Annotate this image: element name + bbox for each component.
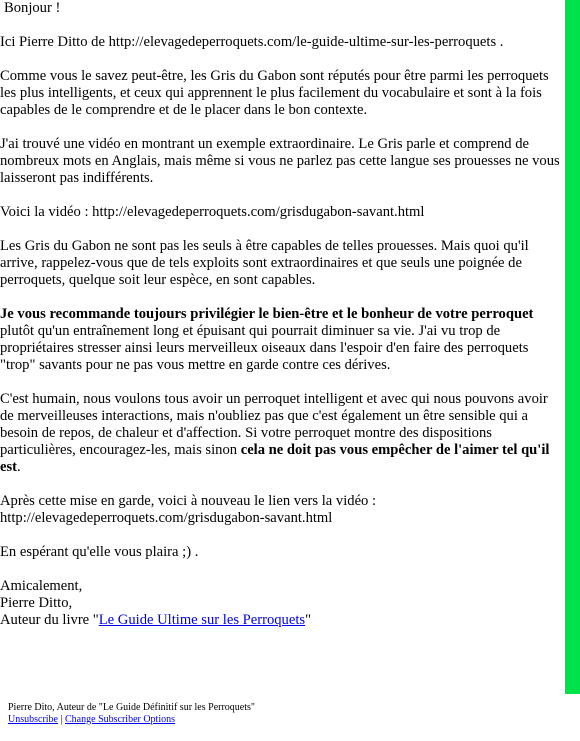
footer-sender: Pierre Dito, Auteur de "Le Guide Définitif sur les Perroquets": [8, 702, 255, 713]
change-options-link[interactable]: Change Subscriber Options: [65, 713, 176, 725]
signature-name: Pierre Ditto,: [0, 595, 73, 611]
paragraph-4-text: plutôt qu'un entraînement long et épuisant qui pourrait diminuer sa vie. J'ai vu trop de propriétaires stresser ainsi leurs merveilleux oiseaux dans l'espoir d'en faire des perroquets "trop" savants pour ne pas vous mettre en garde contre ces dérives.: [0, 323, 529, 373]
paragraph-5-text: C'est humain, nous voulons tous avoir un perroquet intelligent et avec qui nous pouvons avoir de merveilleuses interactions, mais n'oubliez pas que c'est également un être sensible qui a besoin de repos, de chaleur et d'affection. Si votre perroquet montre des dispositions particulières, encouragez-les, mais sinon: [0, 391, 548, 458]
paragraph-6: [0, 493, 562, 527]
author-suffix: ": [305, 612, 312, 628]
unsubscribe-link[interactable]: Unsubscribe: [8, 713, 58, 725]
email-footer: [8, 702, 255, 725]
recommendation-bold: Je vous recommande toujours privilégier le bien-être et le bonheur de votre perroquet: [0, 306, 534, 322]
author-prefix: Auteur du livre ": [0, 612, 99, 628]
paragraph-3: Les Gris du Gabon ne sont pas les seuls à être capables de telles prouesses. Mais quoi qu'il arrive, rappelez-vous que de tels exploits sont extraordinaires et que seuls une poignée de perroquets, quelque soit leur espèce, en sont capables.: [0, 238, 529, 288]
paragraph-5: [0, 391, 562, 476]
closing: Amicalement,: [0, 578, 83, 594]
book-link[interactable]: Le Guide Ultime sur les Perroquets: [98, 612, 306, 628]
video-reminder: Après cette mise en garde, voici à nouveau le lien vers la vidéo :: [0, 493, 377, 509]
greeting: Bonjour !: [4, 0, 61, 16]
paragraph-1: Comme vous le savez peut-être, les Gris du Gabon sont réputés pour être parmi les perroquets les plus intelligents, et ceux qui apprennent le plus facilement du vocabulaire et sont à la fois capables de le comprendre et de le placer dans le bon contexte.: [0, 68, 549, 118]
paragraph-5-end: .: [17, 459, 21, 475]
signature-block: [0, 578, 562, 629]
intro-paragraph: Ici Pierre Ditto de http://elevagedeperroquets.com/le-guide-ultime-sur-les-perroquets .: [0, 34, 504, 50]
video-url: http://elevagedeperroquets.com/grisdugabon-savant.html: [0, 510, 333, 526]
paragraph-4: [0, 306, 562, 374]
paragraph-2: J'ai trouvé une vidéo en montrant un exemple extraordinaire. Le Gris parle et comprend de nombreux mots en Anglais, mais même si vous ne parlez pas cette langue ses prouesses ne vous laisseront pas indifférents.: [0, 136, 560, 186]
love-bold: cela ne doit pas vous empêcher de l'aimer tel qu'il est: [0, 442, 550, 475]
paragraph-7: En espérant qu'elle vous plaira ;) .: [0, 544, 199, 560]
footer-links: [8, 714, 255, 726]
footer-separator: |: [58, 713, 66, 725]
video-line: Voici la vidéo : http://elevagedeperroquets.com/grisdugabon-savant.html: [0, 204, 425, 220]
accent-bar: [565, 0, 580, 694]
